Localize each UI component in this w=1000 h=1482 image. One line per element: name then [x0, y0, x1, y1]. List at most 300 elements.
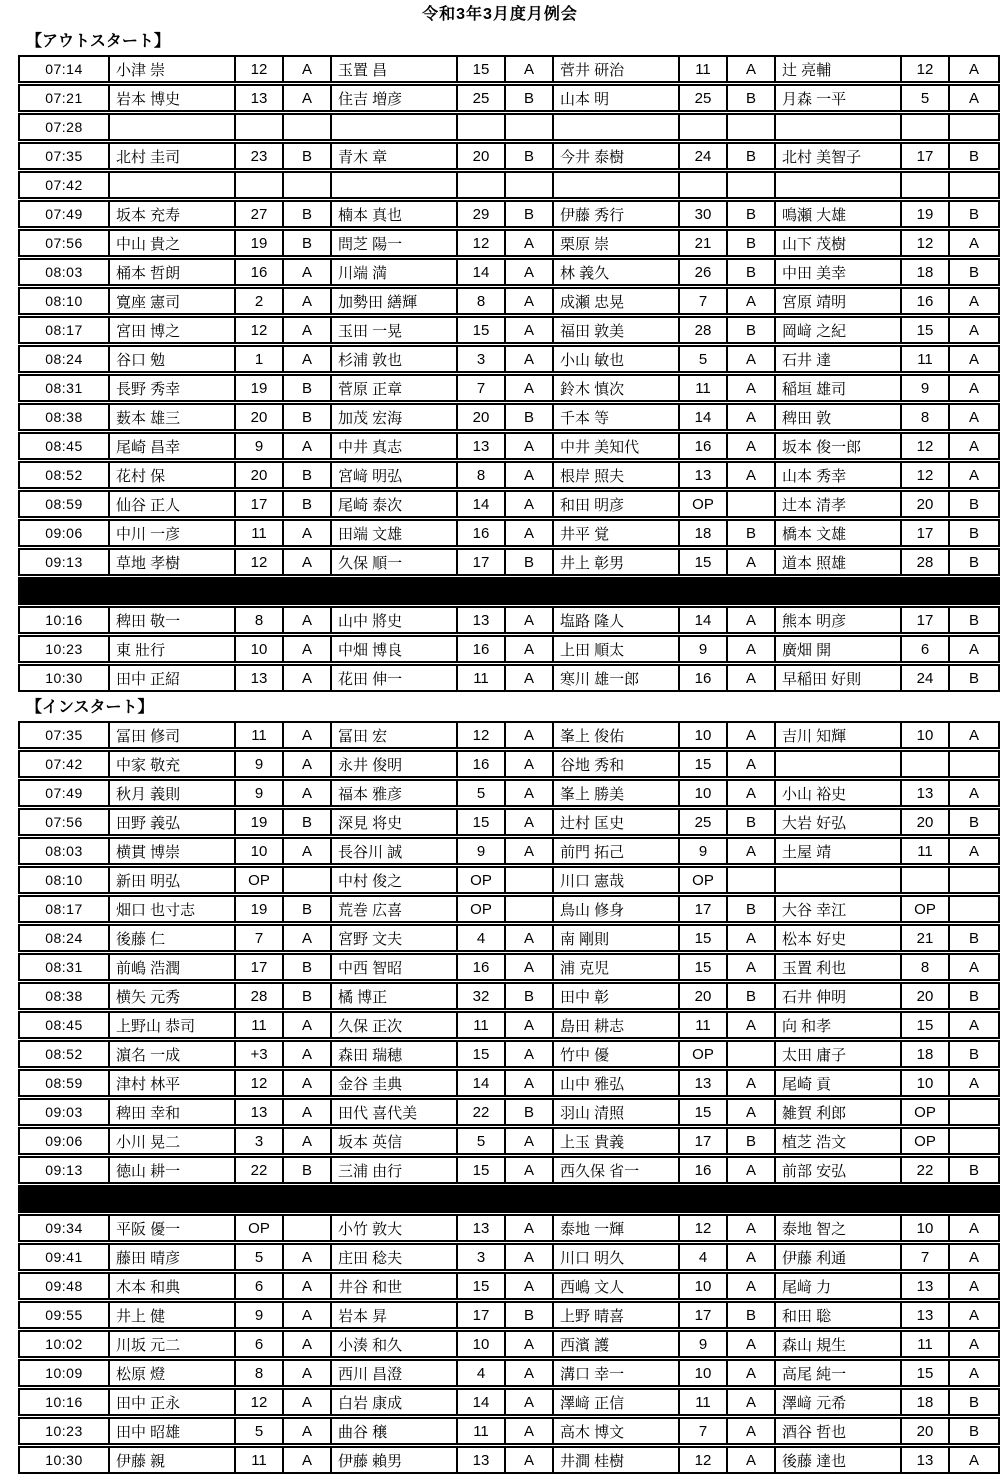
handicap-cell: 5 — [680, 347, 728, 371]
tee-time-cell: 07:56 — [20, 231, 110, 255]
player-name-cell: 東 壯行 — [110, 637, 236, 661]
player-name-cell: 尾崎 昌幸 — [110, 434, 236, 458]
class-cell — [950, 115, 998, 139]
handicap-cell: 12 — [680, 1216, 728, 1240]
tee-time-cell: 07:21 — [20, 86, 110, 110]
class-cell: B — [284, 463, 332, 487]
player-name-cell: 橘 博正 — [332, 984, 458, 1008]
player-name-cell: 植芝 浩文 — [776, 1129, 902, 1153]
schedule-row — [18, 1243, 1000, 1271]
player-name-cell: 山下 茂樹 — [776, 231, 902, 255]
handicap-cell: 15 — [458, 810, 506, 834]
class-cell: A — [728, 1245, 776, 1269]
schedule-row — [18, 895, 1000, 923]
handicap-cell — [236, 115, 284, 139]
player-name-cell: 宮﨑 明弘 — [332, 463, 458, 487]
tee-time-cell: 10:23 — [20, 637, 110, 661]
class-cell — [506, 173, 554, 197]
class-cell: A — [284, 1274, 332, 1298]
player-name-cell: 川口 憲哉 — [554, 868, 680, 892]
class-cell: A — [968, 1306, 979, 1324]
player-name-cell: 鳴瀬 大雄 — [776, 202, 902, 226]
handicap-cell: OP — [902, 897, 950, 921]
player-name-cell: 西嶋 文人 — [554, 1274, 680, 1298]
player-name-cell — [776, 173, 902, 197]
player-name-cell: 草地 孝樹 — [110, 550, 236, 574]
handicap-cell: 22 — [458, 1100, 506, 1124]
handicap-cell: 7 — [236, 926, 284, 950]
schedule-row — [18, 635, 1000, 663]
player-name-cell: 南 剛則 — [554, 926, 680, 950]
player-name-cell: 前門 拓己 — [554, 839, 680, 863]
schedule-row — [18, 750, 1000, 778]
tee-time-cell: 07:28 — [20, 115, 110, 139]
player-name-cell: 和田 聡 — [776, 1303, 902, 1327]
class-cell: B — [284, 984, 332, 1008]
handicap-cell: 15 — [458, 318, 506, 342]
class-cell: A — [506, 752, 554, 776]
player-name-cell — [110, 173, 236, 197]
player-name-cell: 吉川 知輝 — [776, 723, 902, 747]
class-cell: A — [284, 1303, 332, 1327]
section-label-in-start: 【インスタート】 — [26, 699, 154, 716]
handicap-cell: 30 — [680, 202, 728, 226]
player-name-cell: 木本 和典 — [110, 1274, 236, 1298]
class-cell: B — [968, 1161, 979, 1179]
class-cell: A — [284, 1129, 332, 1153]
handicap-cell: 21 — [680, 231, 728, 255]
schedule-row — [18, 461, 1000, 489]
class-cell: A — [284, 1332, 332, 1356]
player-name-cell: 太田 庸子 — [776, 1042, 902, 1066]
class-cell: A — [968, 1074, 979, 1092]
class-cell: A — [506, 781, 554, 805]
handicap-cell: 9 — [680, 839, 728, 863]
player-name-cell: 尾﨑 力 — [776, 1274, 902, 1298]
schedule-row — [18, 866, 1000, 894]
player-name-cell: 小津 崇 — [110, 57, 236, 81]
schedule-row — [18, 1011, 1000, 1039]
class-cell: A — [506, 289, 554, 313]
class-cell: B — [506, 405, 554, 429]
player-name-cell: 横貫 博崇 — [110, 839, 236, 863]
class-cell: A — [506, 1274, 554, 1298]
class-cell: B — [968, 1393, 979, 1411]
class-cell: A — [968, 1335, 979, 1353]
class-cell: A — [506, 1245, 554, 1269]
handicap-cell: 13 — [458, 1448, 506, 1472]
class-cell: A — [728, 57, 776, 81]
player-name-cell: 岡﨑 之紀 — [776, 318, 902, 342]
class-cell: B — [284, 231, 332, 255]
handicap-cell: 5 — [236, 1245, 284, 1269]
schedule-row — [18, 200, 1000, 228]
tee-time-cell: 10:23 — [20, 1419, 110, 1443]
handicap-cell: 10 — [236, 839, 284, 863]
handicap-cell: 19 — [236, 897, 284, 921]
player-name-cell: 桶本 哲朗 — [110, 260, 236, 284]
player-name-cell: 仙谷 正人 — [110, 492, 236, 516]
handicap-cell: 12 — [236, 550, 284, 574]
schedule-row — [18, 316, 1000, 344]
player-name-cell: 栗原 崇 — [554, 231, 680, 255]
class-cell: B — [284, 810, 332, 834]
player-name-cell: 冨田 修司 — [110, 723, 236, 747]
player-name-cell — [776, 115, 902, 139]
class-cell: A — [506, 57, 554, 81]
player-name-cell: 坂本 英信 — [332, 1129, 458, 1153]
player-name-cell: 福田 敦美 — [554, 318, 680, 342]
handicap-cell: 5 — [902, 86, 950, 110]
class-cell: A — [968, 1248, 979, 1266]
class-cell: B — [968, 669, 979, 687]
class-cell: B — [728, 1303, 776, 1327]
tee-time-cell: 09:03 — [20, 1100, 110, 1124]
player-name-cell: 横矢 元秀 — [110, 984, 236, 1008]
handicap-cell: 8 — [458, 289, 506, 313]
player-name-cell: 尾崎 貢 — [776, 1071, 902, 1095]
player-name-cell: 花田 伸一 — [332, 666, 458, 690]
handicap-cell: OP — [236, 868, 284, 892]
handicap-cell: 14 — [458, 1071, 506, 1095]
handicap-cell: 11 — [236, 723, 284, 747]
player-name-cell: 酒谷 哲也 — [776, 1419, 902, 1443]
class-cell: A — [284, 666, 332, 690]
handicap-cell: 19 — [902, 202, 950, 226]
handicap-cell: 11 — [680, 1013, 728, 1037]
handicap-cell: 3 — [458, 347, 506, 371]
handicap-cell: 24 — [902, 666, 950, 690]
handicap-cell: 1 — [236, 347, 284, 371]
schedule-row — [18, 374, 1000, 402]
player-name-cell: 伊藤 利通 — [776, 1245, 902, 1269]
tee-time-cell: 08:24 — [20, 347, 110, 371]
handicap-cell: 12 — [680, 1448, 728, 1472]
player-name-cell: 田代 喜代美 — [332, 1100, 458, 1124]
handicap-cell: 23 — [236, 144, 284, 168]
player-name-cell: 杉浦 敦也 — [332, 347, 458, 371]
player-name-cell: 小川 晃二 — [110, 1129, 236, 1153]
handicap-cell: 16 — [458, 752, 506, 776]
player-name-cell: 田野 義弘 — [110, 810, 236, 834]
handicap-cell: 10 — [902, 1216, 950, 1240]
player-name-cell: 楠本 真也 — [332, 202, 458, 226]
class-cell: A — [284, 1419, 332, 1443]
handicap-cell: 11 — [902, 839, 950, 863]
handicap-cell: 10 — [680, 1361, 728, 1385]
class-cell: A — [728, 781, 776, 805]
handicap-cell: 10 — [458, 1332, 506, 1356]
player-name-cell: 荒巻 広喜 — [332, 897, 458, 921]
class-cell: A — [968, 408, 979, 426]
tee-time-cell: 07:42 — [20, 173, 110, 197]
class-cell: A — [506, 666, 554, 690]
handicap-cell: 11 — [236, 1013, 284, 1037]
player-name-cell: 曲谷 穣 — [332, 1419, 458, 1443]
player-name-cell: 溝口 幸一 — [554, 1361, 680, 1385]
player-name-cell: 中家 敬充 — [110, 752, 236, 776]
class-cell: A — [506, 1332, 554, 1356]
section-in — [0, 697, 1000, 1474]
class-cell: B — [506, 202, 554, 226]
handicap-cell: 13 — [458, 608, 506, 632]
tee-time-cell: 10:16 — [20, 1390, 110, 1414]
player-name-cell: 向 和孝 — [776, 1013, 902, 1037]
schedule-row — [18, 1272, 1000, 1300]
player-name-cell: 新田 明弘 — [110, 868, 236, 892]
player-name-cell: 稗田 敬一 — [110, 608, 236, 632]
class-cell: A — [728, 926, 776, 950]
class-cell: B — [968, 553, 979, 571]
class-cell — [728, 1042, 776, 1066]
schedule-row — [18, 1446, 1000, 1474]
handicap-cell: 12 — [236, 318, 284, 342]
class-cell: B — [506, 1303, 554, 1327]
handicap-cell: 9 — [680, 637, 728, 661]
player-name-cell: 峯上 勝美 — [554, 781, 680, 805]
handicap-cell: 8 — [902, 955, 950, 979]
player-name-cell: 橋本 文雄 — [776, 521, 902, 545]
handicap-cell — [680, 173, 728, 197]
player-name-cell: 羽山 清照 — [554, 1100, 680, 1124]
class-cell: A — [506, 521, 554, 545]
class-cell: B — [284, 144, 332, 168]
handicap-cell: 13 — [902, 1274, 950, 1298]
class-cell: A — [968, 1364, 979, 1382]
class-cell — [950, 173, 998, 197]
handicap-cell: 10 — [680, 723, 728, 747]
schedule-row — [18, 606, 1000, 634]
class-cell: A — [506, 637, 554, 661]
player-name-cell: 中田 美幸 — [776, 260, 902, 284]
class-cell: A — [506, 1216, 554, 1240]
handicap-cell: 13 — [458, 434, 506, 458]
player-name-cell: 鳥山 修身 — [554, 897, 680, 921]
class-cell: A — [284, 781, 332, 805]
class-cell: A — [284, 1245, 332, 1269]
class-cell: A — [728, 1419, 776, 1443]
handicap-cell — [902, 173, 950, 197]
class-cell: B — [728, 144, 776, 168]
schedule-row — [18, 1069, 1000, 1097]
player-name-cell: 今井 泰樹 — [554, 144, 680, 168]
handicap-cell: 16 — [236, 260, 284, 284]
schedule-row — [18, 953, 1000, 981]
page-title: 令和3年3月度月例会 — [422, 6, 578, 23]
player-name-cell: 田中 昭雄 — [110, 1419, 236, 1443]
handicap-cell: 13 — [902, 781, 950, 805]
class-cell: B — [728, 810, 776, 834]
class-cell: B — [284, 1158, 332, 1182]
class-cell: A — [506, 260, 554, 284]
class-cell: A — [728, 1071, 776, 1095]
player-name-cell: 石井 伸明 — [776, 984, 902, 1008]
player-name-cell: 松本 好史 — [776, 926, 902, 950]
class-cell: A — [968, 466, 979, 484]
class-cell: A — [284, 637, 332, 661]
tee-time-cell: 09:13 — [20, 550, 110, 574]
player-name-cell: 谷口 勉 — [110, 347, 236, 371]
class-cell: A — [968, 1277, 979, 1295]
tee-time-cell: 08:03 — [20, 260, 110, 284]
tee-time-cell: 09:06 — [20, 521, 110, 545]
handicap-cell: 10 — [236, 637, 284, 661]
handicap-cell: 28 — [236, 984, 284, 1008]
player-name-cell: 深見 将史 — [332, 810, 458, 834]
player-name-cell: 加勢田 繕輝 — [332, 289, 458, 313]
handicap-cell: 26 — [680, 260, 728, 284]
handicap-cell: 12 — [902, 231, 950, 255]
player-name-cell: 寛座 憲司 — [110, 289, 236, 313]
handicap-cell: 20 — [458, 405, 506, 429]
player-name-cell: 中畑 博良 — [332, 637, 458, 661]
handicap-cell: 17 — [680, 1303, 728, 1327]
player-name-cell: 泰地 一輝 — [554, 1216, 680, 1240]
handicap-cell: 19 — [236, 376, 284, 400]
class-cell: A — [968, 842, 979, 860]
schedule-row — [18, 113, 1000, 141]
handicap-cell: 9 — [236, 752, 284, 776]
tee-time-cell: 07:14 — [20, 57, 110, 81]
class-cell: A — [506, 1013, 554, 1037]
separator-row — [18, 1185, 1000, 1213]
tee-time-cell: 10:30 — [20, 1448, 110, 1472]
class-cell: A — [728, 434, 776, 458]
handicap-cell: 4 — [458, 1361, 506, 1385]
tee-time-cell: 08:38 — [20, 405, 110, 429]
player-name-cell: 福本 雅彦 — [332, 781, 458, 805]
player-name-cell — [554, 173, 680, 197]
handicap-cell: 12 — [458, 231, 506, 255]
player-name-cell: 藤田 晴彦 — [110, 1245, 236, 1269]
class-cell: A — [506, 1129, 554, 1153]
class-cell — [950, 897, 998, 921]
handicap-cell: 20 — [680, 984, 728, 1008]
separator-row — [18, 577, 1000, 605]
schedule-row — [18, 142, 1000, 170]
handicap-cell: 5 — [236, 1419, 284, 1443]
player-name-cell: 菅原 正章 — [332, 376, 458, 400]
class-cell: B — [284, 955, 332, 979]
player-name-cell: 久保 正次 — [332, 1013, 458, 1037]
player-name-cell: 久保 順一 — [332, 550, 458, 574]
class-cell: A — [284, 926, 332, 950]
class-cell: B — [284, 492, 332, 516]
handicap-cell: 20 — [458, 144, 506, 168]
player-name-cell: 澤﨑 元希 — [776, 1390, 902, 1414]
handicap-cell: 20 — [236, 463, 284, 487]
schedule-row — [18, 519, 1000, 547]
schedule-row — [18, 345, 1000, 373]
handicap-cell: 14 — [458, 1390, 506, 1414]
player-name-cell: 玉田 一晃 — [332, 318, 458, 342]
schedule-row — [18, 1214, 1000, 1242]
class-cell: A — [506, 1042, 554, 1066]
tee-time-cell: 09:48 — [20, 1274, 110, 1298]
schedule-row — [18, 548, 1000, 576]
handicap-cell: 11 — [902, 1332, 950, 1356]
handicap-cell: OP — [680, 1042, 728, 1066]
class-cell: A — [506, 1419, 554, 1443]
player-name-cell: 長谷川 誠 — [332, 839, 458, 863]
handicap-cell: OP — [680, 492, 728, 516]
handicap-cell: 17 — [902, 608, 950, 632]
class-cell: A — [506, 608, 554, 632]
tee-time-cell: 09:13 — [20, 1158, 110, 1182]
player-name-cell: 成瀬 忠晃 — [554, 289, 680, 313]
handicap-cell: 13 — [236, 86, 284, 110]
handicap-cell: 6 — [236, 1274, 284, 1298]
player-name-cell: 西濱 護 — [554, 1332, 680, 1356]
schedule-row — [18, 287, 1000, 315]
class-cell — [506, 115, 554, 139]
player-name-cell — [554, 115, 680, 139]
class-cell: A — [968, 437, 979, 455]
schedule-row — [18, 171, 1000, 199]
class-cell: A — [506, 1158, 554, 1182]
tee-time-cell: 07:35 — [20, 144, 110, 168]
class-cell — [950, 1100, 998, 1124]
class-cell: A — [728, 289, 776, 313]
player-name-cell: 岩本 昇 — [332, 1303, 458, 1327]
class-cell: A — [506, 376, 554, 400]
schedule-row — [18, 1359, 1000, 1387]
class-cell: B — [968, 813, 979, 831]
schedule-row — [18, 1417, 1000, 1445]
class-cell: A — [506, 1071, 554, 1095]
player-name-cell: 山本 明 — [554, 86, 680, 110]
class-cell: A — [968, 379, 979, 397]
handicap-cell: 20 — [236, 405, 284, 429]
player-name-cell: 冨田 宏 — [332, 723, 458, 747]
handicap-cell: 17 — [458, 1303, 506, 1327]
class-cell: B — [506, 144, 554, 168]
handicap-cell: 20 — [902, 1419, 950, 1443]
player-name-cell: 熊本 明彦 — [776, 608, 902, 632]
handicap-cell: 29 — [458, 202, 506, 226]
class-cell: B — [968, 495, 979, 513]
handicap-cell: 21 — [902, 926, 950, 950]
handicap-cell: 28 — [902, 550, 950, 574]
player-name-cell: 大岩 好弘 — [776, 810, 902, 834]
class-cell: A — [284, 608, 332, 632]
class-cell: A — [284, 434, 332, 458]
class-cell — [950, 752, 998, 776]
class-cell: A — [728, 839, 776, 863]
player-name-cell: 辻村 匡史 — [554, 810, 680, 834]
handicap-cell: 8 — [902, 405, 950, 429]
handicap-cell: 7 — [680, 1419, 728, 1443]
player-name-cell: 川端 満 — [332, 260, 458, 284]
player-name-cell: 中山 貴之 — [110, 231, 236, 255]
class-cell: B — [284, 897, 332, 921]
player-name-cell: 加茂 宏海 — [332, 405, 458, 429]
class-cell: B — [968, 263, 979, 281]
class-cell: A — [284, 1071, 332, 1095]
player-name-cell: 伊藤 秀行 — [554, 202, 680, 226]
class-cell: B — [728, 86, 776, 110]
class-cell: B — [506, 1100, 554, 1124]
handicap-cell: OP — [680, 868, 728, 892]
handicap-cell: 7 — [680, 289, 728, 313]
player-name-cell: 林 義久 — [554, 260, 680, 284]
player-name-cell: 井澗 桂樹 — [554, 1448, 680, 1472]
handicap-cell: 14 — [458, 492, 506, 516]
class-cell: B — [728, 231, 776, 255]
class-cell: A — [728, 550, 776, 574]
schedule-row — [18, 808, 1000, 836]
handicap-cell: 3 — [458, 1245, 506, 1269]
